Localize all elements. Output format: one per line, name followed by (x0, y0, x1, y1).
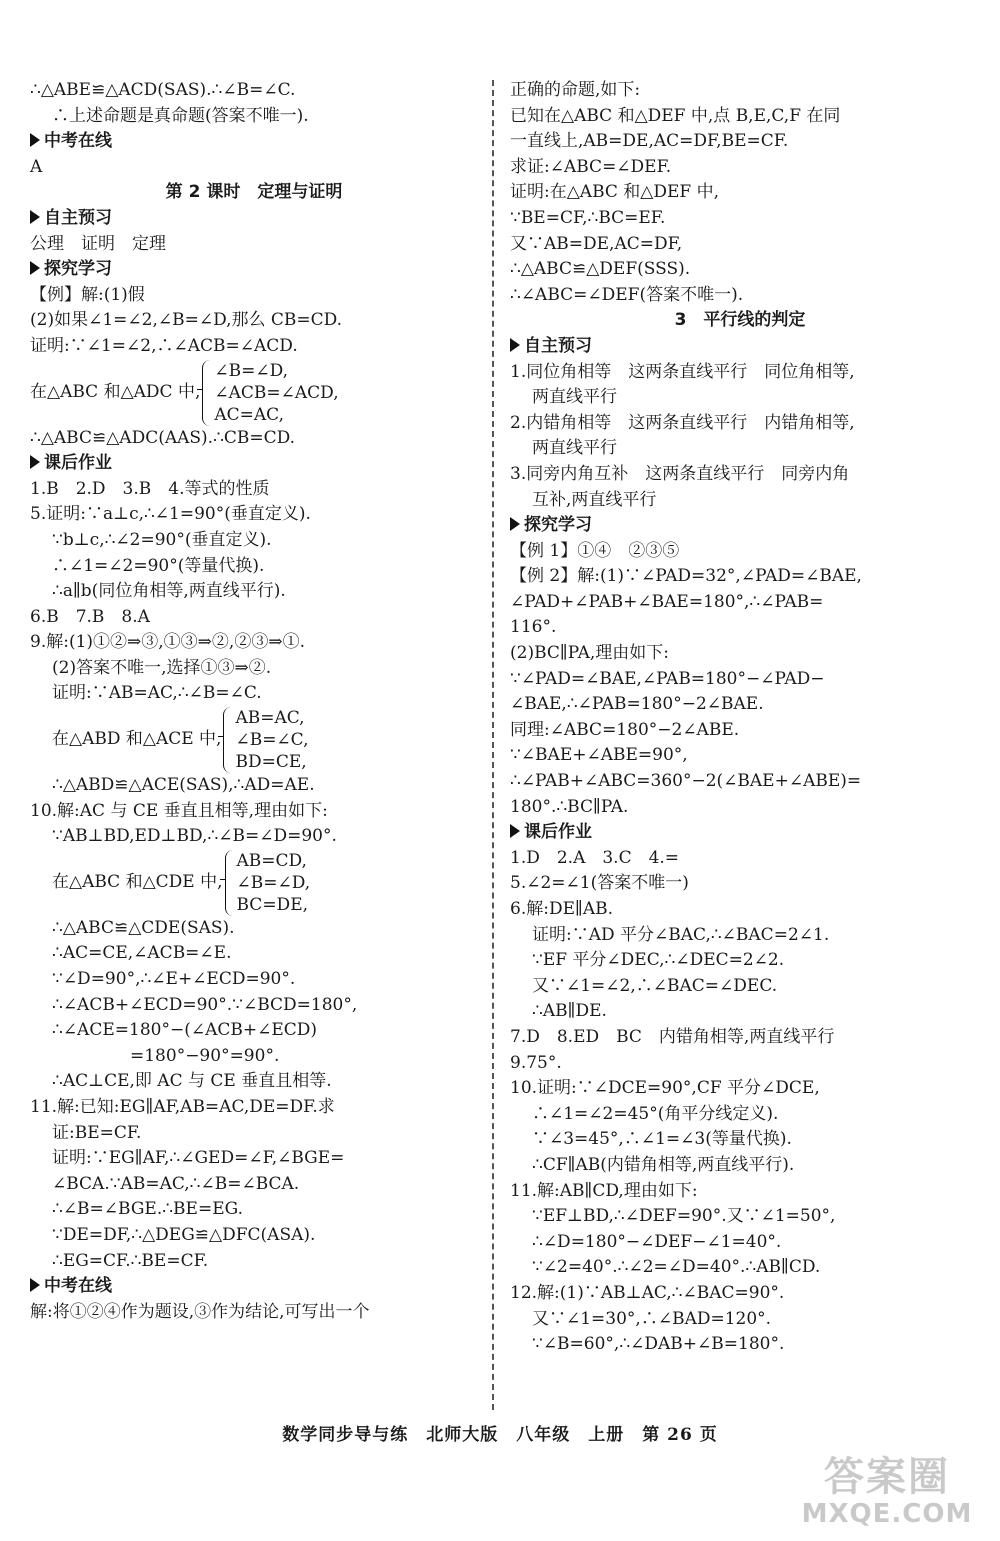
text-line: (2)BC∥PA,理由如下: (510, 643, 670, 664)
text-line: 证明:∵EG∥AF,∴∠GED=∠F,∠BGE= (52, 1148, 345, 1169)
text-line: 【例 2】解:(1)∵∠PAD=32°,∠PAD=∠BAE, (510, 566, 862, 587)
equation-system (30, 360, 478, 426)
text-line: ∴∠ACB+∠ECD=90°.∵∠BCD=180°, (52, 994, 358, 1015)
text-line: ∴AC=CE,∠ACB=∠E. (52, 943, 232, 964)
text-line: ∴AB∥DE. (532, 1001, 607, 1022)
text-line: 证明:在△ABC 和△DEF 中, (510, 182, 720, 203)
text-line: 7.D 8.ED BC 内错角相等,两直线平行 (510, 1026, 835, 1047)
text-line: ∵b⊥c,∴∠2=90°(垂直定义). (52, 529, 272, 550)
text-line: 在△ABC 和△CDE 中, (52, 872, 223, 893)
text-line: 【例 1】①④ ②③⑤ (510, 540, 680, 561)
text-line: A (30, 156, 43, 177)
triangle-icon (510, 517, 520, 531)
text-line: 11.解:已知:EG∥AF,AB=AC,DE=DF.求 (30, 1097, 335, 1117)
triangle-icon (30, 1278, 40, 1292)
text-line: 10.证明:∵∠DCE=90°,CF 平分∠DCE, (510, 1078, 820, 1099)
text-line: ∵∠3=45°,∴∠1=∠3(等量代换). (532, 1129, 792, 1150)
text-line: 两直线平行 (532, 438, 617, 459)
text-line: 在△ABC 和△ADC 中, (30, 381, 201, 402)
watermark-url: MXQE.COM (801, 1499, 973, 1529)
text-line: 正确的命题,如下: (510, 80, 641, 100)
text-line: ∴△ABC≌△DEF(SSS). (510, 259, 691, 280)
text-line: 证明:∵AB=AC,∴∠B=∠C. (52, 683, 262, 704)
text-line: 又∵∠1=∠2,∴∠BAC=∠DEC. (532, 975, 778, 996)
text-line: (2)如果∠1=∠2,∠B=∠D,那么 CB=CD. (30, 310, 343, 331)
text-line: =180°−90°=90°. (130, 1045, 280, 1066)
text-line: 证明:∵AD 平分∠BAC,∴∠BAC=2∠1. (532, 924, 830, 945)
text-line: ∴∠1=∠2=90°(等量代换). (52, 555, 265, 576)
text-line: ∴∠D=180°−∠DEF−∠1=40°. (532, 1231, 782, 1252)
section-heading: 自主预习 (510, 334, 970, 360)
text-line: ∴∠ACE=180°−(∠ACB+∠ECD) (52, 1020, 318, 1041)
text-line: ∠ACB=∠ACD, (214, 382, 339, 403)
text-line: ∠B=∠D, (214, 360, 289, 381)
text-line: ∴EG=CF.∴BE=CF. (52, 1250, 209, 1271)
triangle-icon (510, 824, 520, 838)
equation-system (30, 707, 478, 773)
text-line: ∴△ABE≌△ACD(SAS).∴∠B=∠C. (30, 80, 296, 100)
brace-icon (223, 707, 232, 773)
text-line: 180°.∴BC∥PA. (510, 796, 629, 817)
text-line: 1.同位角相等 这两条直线平行 同位角相等, (510, 361, 855, 382)
text-line: ∠B=∠D, (236, 872, 311, 893)
text-line: ∴△ABC≌△CDE(SAS). (52, 917, 235, 938)
text-line: 6.B 7.B 8.A (30, 606, 150, 627)
text-line: 解:将①②④作为题设,③作为结论,可写出一个 (30, 1301, 370, 1322)
text-line: 5.证明:∵a⊥c,∴∠1=90°(垂直定义). (30, 504, 311, 525)
text-line: ∴a∥b(同位角相等,两直线平行). (52, 581, 286, 602)
text-line: 两直线平行 (532, 387, 617, 408)
section-heading: 探究学习 (510, 513, 970, 539)
text-line: 公理 证明 定理 (30, 233, 166, 254)
triangle-icon (30, 261, 40, 275)
text-line: 在△ABD 和△ACE 中, (52, 729, 222, 750)
text-line: 5.∠2=∠1(答案不唯一) (510, 873, 689, 894)
text-line: ∴CF∥AB(内错角相等,两直线平行). (532, 1154, 795, 1175)
text-line: (2)答案不唯一,选择①③⇒②. (52, 657, 272, 678)
text-line: 116°. (510, 617, 557, 638)
text-line: ∴∠ABC=∠DEF(答案不唯一). (510, 284, 744, 305)
text-line: BD=CE, (235, 752, 307, 773)
right-column (510, 78, 970, 1358)
text-line: 互补,两直线平行 (532, 489, 657, 510)
text-line: ∴∠B=∠BGE.∴BE=EG. (52, 1199, 243, 1220)
text-line: 2.内错角相等 这两条直线平行 内错角相等, (510, 412, 855, 433)
column-divider (492, 80, 494, 1410)
text-line: ∵BE=CF,∴BC=EF. (510, 207, 666, 228)
triangle-icon (510, 338, 520, 352)
equation-system (30, 850, 478, 916)
text-line: ∵∠PAD=∠BAE,∠PAB=180°−∠PAD− (510, 668, 825, 689)
triangle-icon (30, 133, 40, 147)
page-footer: 数学同步导与练 北师大版 八年级 上册 第 26 页 (282, 1425, 718, 1445)
triangle-icon (30, 455, 40, 469)
text-line: AC=AC, (214, 404, 284, 425)
section-title: 3 平行线的判定 (674, 310, 806, 331)
text-line: 1.B 2.D 3.B 4.等式的性质 (30, 478, 270, 499)
text-line: 同理:∠ABC=180°−2∠ABE. (510, 719, 740, 740)
left-column (30, 78, 478, 1325)
text-line: AB=CD, (236, 850, 307, 871)
text-line: ∠BAE,∴∠PAB=180°−2∠BAE. (510, 694, 764, 715)
text-line: ∵∠D=90°,∴∠E+∠ECD=90°. (52, 969, 296, 990)
triangle-icon (30, 210, 40, 224)
brace-icon (202, 360, 211, 426)
section-heading: 探究学习 (30, 257, 478, 283)
text-line: ∴AC⊥CE,即 AC 与 CE 垂直且相等. (52, 1071, 332, 1092)
brace-icon (225, 850, 234, 916)
watermark-text: 答案圈 (824, 1454, 950, 1500)
text-line: 11.解:AB∥CD,理由如下: (510, 1180, 698, 1201)
text-line: ∵∠2=40°.∴∠2=∠D=40°.∴AB∥CD. (532, 1257, 821, 1278)
text-line: ∠BCA.∵AB=AC,∴∠B=∠BCA. (52, 1173, 300, 1194)
section-heading: 自主预习 (30, 206, 478, 232)
text-line: ∴△ABD≌△ACE(SAS),∴AD=AE. (52, 775, 315, 796)
text-line: ∴△ABC≌△ADC(AAS).∴CB=CD. (30, 427, 296, 448)
text-line: ∠B=∠C, (235, 730, 309, 751)
text-line: ∵∠B=60°,∴∠DAB+∠B=180°. (532, 1334, 785, 1355)
text-line: 已知在△ABC 和△DEF 中,点 B,E,C,F 在同 (510, 105, 841, 126)
text-line: 一直线上,AB=DE,AC=DF,BE=CF. (510, 131, 789, 152)
text-line: ∴∠PAB+∠ABC=360°−2(∠BAE+∠ABE)= (510, 771, 862, 792)
text-line: ∴上述命题是真命题(答案不唯一). (52, 105, 309, 126)
text-line: 证:BE=CF. (52, 1122, 142, 1143)
text-line: ∵∠BAE+∠ABE=90°, (510, 745, 688, 766)
section-heading: 课后作业 (30, 451, 478, 477)
text-line: ∵AB⊥BD,ED⊥BD,∴∠B=∠D=90°. (52, 826, 337, 847)
text-line: 3.同旁内角互补 这两条直线平行 同旁内角 (510, 463, 850, 484)
text-line: BC=DE, (236, 894, 309, 915)
text-line: ∵EF⊥BD,∴∠DEF=90°.又∵∠1=50°, (532, 1206, 836, 1227)
section-heading: 中考在线 (30, 129, 478, 155)
text-line: 9.解:(1)①②⇒③,①③⇒②,②③⇒①. (30, 632, 305, 653)
text-line: 10.解:AC 与 CE 垂直且相等,理由如下: (30, 800, 328, 821)
text-line: ∴∠1=∠2=45°(角平分线定义). (532, 1103, 779, 1124)
section-heading: 中考在线 (30, 1274, 478, 1300)
text-line: AB=AC, (235, 708, 305, 729)
text-line: ∠PAD+∠PAB+∠BAE=180°,∴∠PAB= (510, 591, 824, 612)
text-line: 证明:∵∠1=∠2,∴∠ACB=∠ACD. (30, 335, 298, 356)
text-line: 6.解:DE∥AB. (510, 899, 614, 919)
text-line: ∵EF 平分∠DEC,∴∠DEC=2∠2. (532, 950, 785, 971)
text-line: 9.75°. (510, 1052, 562, 1073)
text-line: 又∵∠1=30°,∴∠BAD=120°. (532, 1308, 772, 1329)
watermark-logo (792, 1455, 982, 1535)
text-line: 求证:∠ABC=∠DEF. (510, 156, 672, 177)
text-line: 又∵AB=DE,AC=DF, (510, 233, 683, 254)
lesson-title: 第 2 课时 定理与证明 (165, 182, 343, 203)
text-line: 12.解:(1)∵AB⊥AC,∴∠BAC=90°. (510, 1282, 785, 1303)
text-line: 1.D 2.A 3.C 4.= (510, 847, 680, 868)
section-heading: 课后作业 (510, 820, 970, 846)
text-line: ∵DE=DF,∴△DEG≌△DFC(ASA). (52, 1224, 316, 1245)
text-line: 【例】解:(1)假 (30, 284, 145, 305)
